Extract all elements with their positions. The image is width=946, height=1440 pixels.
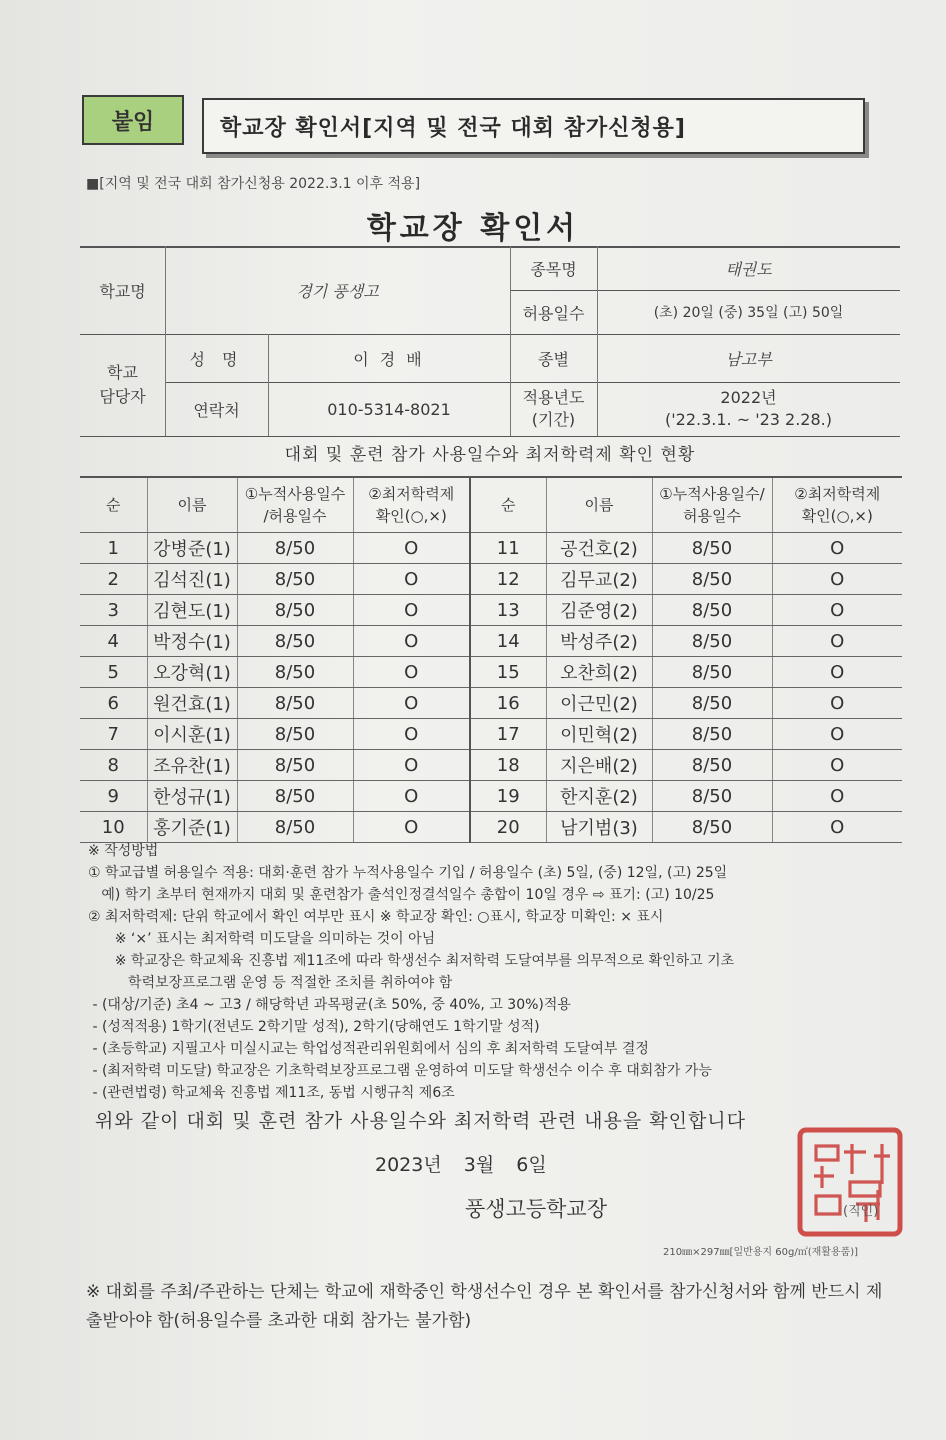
min-academic-check: O bbox=[353, 781, 470, 812]
table-row bbox=[80, 688, 902, 719]
min-academic-check: O bbox=[772, 564, 902, 595]
min-academic-check: O bbox=[353, 719, 470, 750]
roster-header-cell: 이름 bbox=[546, 477, 652, 533]
student-name: 오찬희(2) bbox=[546, 657, 652, 688]
roster-header-cell: ①누적사용일수/ 허용일수 bbox=[652, 477, 772, 533]
guide-line: ※ 학교장은 학교체육 진흥법 제11조에 따라 학생선수 최저학력 도달여부를 의무적으로 확인하고 기초 bbox=[88, 953, 735, 969]
used-days: 8/50 bbox=[237, 657, 353, 688]
roster-header-cell: 이름 bbox=[147, 477, 237, 533]
form-title: 학교장 확인서[지역 및 전국 대회 참가신청용] bbox=[202, 98, 865, 154]
table-row bbox=[80, 533, 902, 564]
guide-line: - (최저학력 미도달) 학교장은 기초학력보장프로그램 운영하여 미도달 학생선수 이수 후 대회참가 가능 bbox=[88, 1063, 712, 1079]
used-days: 8/50 bbox=[237, 812, 353, 843]
table-row bbox=[80, 750, 902, 781]
student-name: 김현도(1) bbox=[147, 595, 237, 626]
principal-signature: 풍생고등학교장 bbox=[465, 1197, 608, 1221]
row-number: 4 bbox=[80, 626, 147, 657]
table-row bbox=[80, 595, 902, 626]
row-number: 19 bbox=[470, 781, 546, 812]
info-rule bbox=[80, 436, 900, 437]
used-days: 8/50 bbox=[652, 812, 772, 843]
min-academic-check: O bbox=[772, 657, 902, 688]
period-range: ('22.3.1. ~ '23 2.28.) bbox=[665, 410, 832, 429]
footer-note: ※ 대회를 주최/주관하는 단체는 학교에 재학중인 학생선수인 경우 본 확인서를 참가신청서와 함께 반드시 제출받아야 함(허용일수를 초과한 대회 참가는 불가함) bbox=[86, 1282, 883, 1331]
roster-body bbox=[80, 533, 902, 843]
contact-value: 010-5314-8021 bbox=[327, 399, 451, 419]
sport-label: 종목명 bbox=[530, 259, 577, 279]
allowed-days-label: 허용일수 bbox=[522, 303, 585, 323]
confirmation-date: 2023년 3월 6일 bbox=[375, 1154, 547, 1176]
used-days: 8/50 bbox=[237, 688, 353, 719]
used-days: 8/50 bbox=[652, 626, 772, 657]
min-academic-check: O bbox=[772, 750, 902, 781]
student-name: 한성규(1) bbox=[147, 781, 237, 812]
row-number: 18 bbox=[470, 750, 546, 781]
row-number: 8 bbox=[80, 750, 147, 781]
row-number: 2 bbox=[80, 564, 147, 595]
guide-line: - (관련법령) 학교체육 진흥법 제11조, 동법 시행규칙 제6조 bbox=[88, 1085, 455, 1101]
student-name: 김무교(2) bbox=[546, 564, 652, 595]
student-name: 이민혁(2) bbox=[546, 719, 652, 750]
min-academic-check: O bbox=[772, 595, 902, 626]
official-seal-icon bbox=[796, 1126, 904, 1238]
table-row bbox=[80, 812, 902, 843]
roster-table bbox=[80, 476, 902, 843]
student-name: 공건호(2) bbox=[546, 533, 652, 564]
guide-line: - (대상/기준) 초4 ~ 고3 / 해당학년 과목평균(초 50%, 중 40%, 고 30%)적용 bbox=[88, 997, 571, 1013]
seal-mark-text: (직인) bbox=[843, 1204, 879, 1219]
student-name: 강병준(1) bbox=[147, 533, 237, 564]
manager-label: 학교 담당자 bbox=[99, 363, 146, 406]
used-days: 8/50 bbox=[237, 781, 353, 812]
period-value bbox=[597, 382, 900, 436]
table-row bbox=[80, 657, 902, 688]
used-days: 8/50 bbox=[652, 595, 772, 626]
min-academic-check: O bbox=[353, 595, 470, 626]
used-days: 8/50 bbox=[652, 564, 772, 595]
period-year: 2022년 bbox=[720, 388, 777, 407]
guide-line: ※ ‘×’ 표시는 최저학력 미도달을 의미하는 것이 아님 bbox=[88, 931, 436, 947]
min-academic-check: O bbox=[772, 626, 902, 657]
row-number: 20 bbox=[470, 812, 546, 843]
used-days: 8/50 bbox=[237, 626, 353, 657]
contact-label: 연락처 bbox=[193, 400, 240, 420]
document-title: 학교장 확인서 bbox=[366, 211, 580, 246]
min-academic-check: O bbox=[353, 750, 470, 781]
min-academic-check: O bbox=[772, 533, 902, 564]
name-value: 이 경 배 bbox=[353, 349, 425, 369]
table-row bbox=[80, 564, 902, 595]
student-name: 김석진(1) bbox=[147, 564, 237, 595]
min-academic-check: O bbox=[353, 812, 470, 843]
guide-line: - (초등학교) 지필고사 미실시교는 학업성적관리위원회에서 심의 후 최저학력 도달여부 결정 bbox=[88, 1041, 649, 1057]
guide-line: ① 학교급별 허용일수 적용: 대회·훈련 참가 누적사용일수 기입 / 허용일수 (초) 5일, (중) 12일, (고) 25일 bbox=[88, 865, 728, 881]
guide-line: 학력보장프로그램 운영 등 적절한 조치를 취하여야 함 bbox=[88, 975, 453, 991]
student-name: 지은배(2) bbox=[546, 750, 652, 781]
used-days: 8/50 bbox=[652, 719, 772, 750]
roster-header-cell: ②최저학력제 확인(○,×) bbox=[353, 477, 470, 533]
row-number: 9 bbox=[80, 781, 147, 812]
row-number: 3 bbox=[80, 595, 147, 626]
writing-guide bbox=[88, 840, 908, 1104]
min-academic-check: O bbox=[772, 781, 902, 812]
table-row bbox=[80, 626, 902, 657]
row-number: 16 bbox=[470, 688, 546, 719]
row-number: 5 bbox=[80, 657, 147, 688]
table-row bbox=[80, 781, 902, 812]
used-days: 8/50 bbox=[237, 595, 353, 626]
sport-value: 태권도 bbox=[725, 259, 772, 279]
applied-note: ■[지역 및 전국 대회 참가신청용 2022.3.1 이후 적용] bbox=[86, 176, 421, 192]
student-name: 원건효(1) bbox=[147, 688, 237, 719]
roster-header-cell: 순 bbox=[470, 477, 546, 533]
used-days: 8/50 bbox=[652, 533, 772, 564]
min-academic-check: O bbox=[772, 688, 902, 719]
roster-title: 대회 및 훈련 참가 사용일수와 최저학력제 확인 현황 bbox=[284, 445, 696, 465]
row-number: 10 bbox=[80, 812, 147, 843]
guide-line: ② 최저학력제: 단위 학교에서 확인 여부만 표시 ※ 학교장 확인: ○표시, 학교장 미확인: × 표시 bbox=[88, 909, 664, 925]
school-value: 경기 풍생고 bbox=[296, 281, 379, 301]
student-name: 오강혁(1) bbox=[147, 657, 237, 688]
category-label: 종별 bbox=[538, 349, 569, 369]
student-name: 조유찬(1) bbox=[147, 750, 237, 781]
used-days: 8/50 bbox=[652, 688, 772, 719]
used-days: 8/50 bbox=[237, 564, 353, 595]
row-number: 6 bbox=[80, 688, 147, 719]
guide-line: ※ 작성방법 bbox=[88, 843, 159, 859]
roster-header-row bbox=[80, 477, 902, 533]
roster-header-cell: ②최저학력제 확인(○,×) bbox=[772, 477, 902, 533]
category-value: 남고부 bbox=[725, 349, 772, 369]
min-academic-check: O bbox=[353, 626, 470, 657]
used-days: 8/50 bbox=[237, 533, 353, 564]
min-academic-check: O bbox=[772, 719, 902, 750]
student-name: 이시훈(1) bbox=[147, 719, 237, 750]
student-name: 한지훈(2) bbox=[546, 781, 652, 812]
row-number: 15 bbox=[470, 657, 546, 688]
used-days: 8/50 bbox=[237, 719, 353, 750]
student-name: 박성주(2) bbox=[546, 626, 652, 657]
row-number: 1 bbox=[80, 533, 147, 564]
roster-header-cell: ①누적사용일수 /허용일수 bbox=[237, 477, 353, 533]
student-name: 남기범(3) bbox=[546, 812, 652, 843]
row-number: 17 bbox=[470, 719, 546, 750]
min-academic-check: O bbox=[353, 657, 470, 688]
table-row bbox=[80, 719, 902, 750]
min-academic-check: O bbox=[353, 533, 470, 564]
attachment-tag: 붙임 bbox=[82, 95, 184, 145]
used-days: 8/50 bbox=[237, 750, 353, 781]
row-number: 11 bbox=[470, 533, 546, 564]
guide-line: - (성적적용) 1학기(전년도 2학기말 성적), 2학기(당해연도 1학기말 성적) bbox=[88, 1019, 540, 1035]
guide-line: 예) 학기 초부터 현재까지 대회 및 훈련참가 출석인정결석일수 총합이 10일 경우 ⇨ 표기: (고) 10/25 bbox=[88, 887, 715, 903]
row-number: 7 bbox=[80, 719, 147, 750]
student-name: 박정수(1) bbox=[147, 626, 237, 657]
row-number: 14 bbox=[470, 626, 546, 657]
student-name: 김준영(2) bbox=[546, 595, 652, 626]
school-label: 학교명 bbox=[99, 281, 146, 301]
row-number: 13 bbox=[470, 595, 546, 626]
used-days: 8/50 bbox=[652, 657, 772, 688]
allowed-days-value: (초) 20일 (중) 35일 (고) 50일 bbox=[653, 305, 844, 321]
min-academic-check: O bbox=[353, 688, 470, 719]
used-days: 8/50 bbox=[652, 750, 772, 781]
paper-spec-note: 210㎜×297㎜[일반용지 60g/㎡(재활용품)] bbox=[663, 1247, 859, 1258]
min-academic-check: O bbox=[772, 812, 902, 843]
name-label: 성 명 bbox=[189, 349, 244, 369]
row-number: 12 bbox=[470, 564, 546, 595]
used-days: 8/50 bbox=[652, 781, 772, 812]
student-name: 홍기준(1) bbox=[147, 812, 237, 843]
min-academic-check: O bbox=[353, 564, 470, 595]
student-name: 이근민(2) bbox=[546, 688, 652, 719]
period-label: 적용년도 (기간) bbox=[522, 388, 585, 429]
roster-header-cell: 순 bbox=[80, 477, 147, 533]
confirmation-statement: 위와 같이 대회 및 훈련 참가 사용일수와 최저학력 관련 내용을 확인합니다 bbox=[95, 1110, 747, 1132]
